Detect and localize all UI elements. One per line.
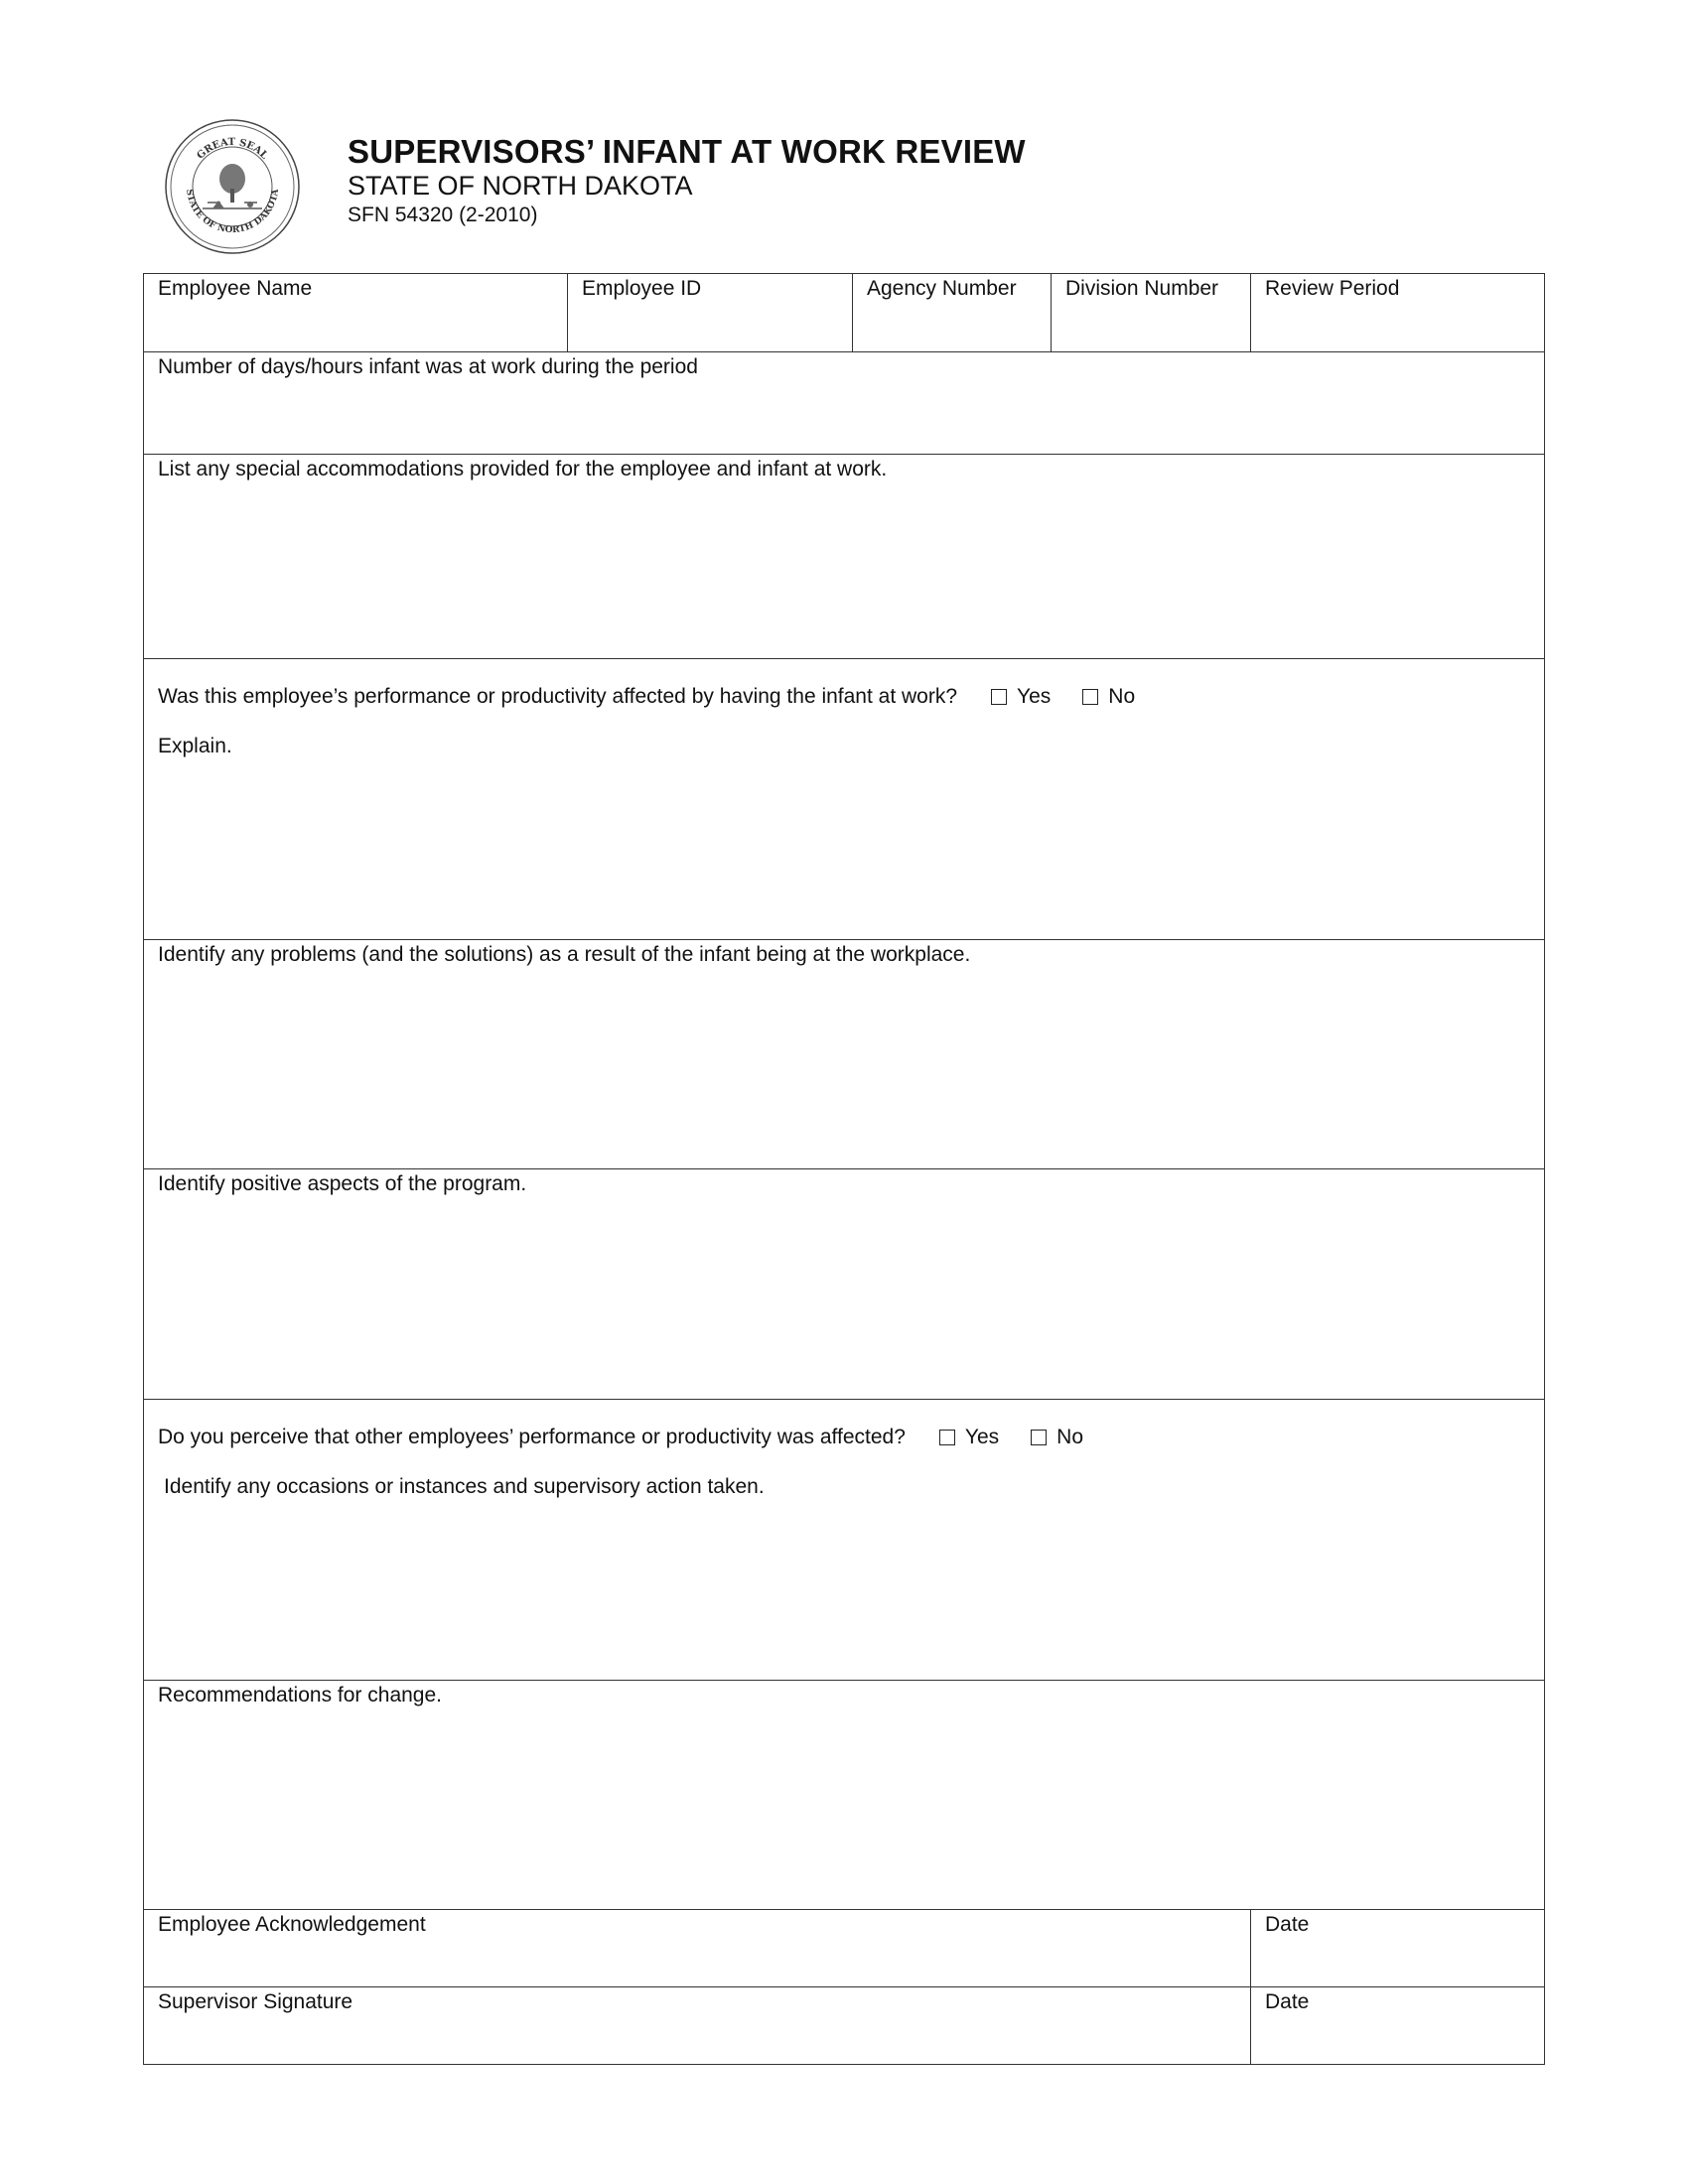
accommodations-label: List any special accommodations provided for the employee and infant at work. [158, 458, 888, 480]
employee-name-field[interactable] [144, 274, 567, 351]
agency-number-field[interactable] [852, 274, 1051, 351]
supervisor-signature-field[interactable] [144, 1987, 1250, 2064]
others-question: Do you perceive that other employees’ performance or productivity was affected? [158, 1426, 906, 1448]
employee-id-field[interactable] [567, 274, 852, 351]
state-seal-logo [163, 117, 302, 256]
form-subtitle: STATE OF NORTH DAKOTA [348, 171, 693, 201]
supervisor-signature-label: Supervisor Signature [158, 1990, 353, 2013]
no-label: No [1056, 1426, 1084, 1448]
employee-date-field[interactable] [1250, 1910, 1544, 1986]
supervisor-date-label: Date [1265, 1990, 1310, 2013]
review-period-label: Review Period [1265, 277, 1400, 300]
employee-acknowledgement-field[interactable] [144, 1910, 1250, 1986]
others-no-checkbox[interactable] [1031, 1426, 1083, 1449]
others-performance-section[interactable] [144, 1400, 1544, 1680]
checkbox-icon [991, 689, 1007, 705]
svg-text:STATE OF NORTH DAKOTA: STATE OF NORTH DAKOTA [183, 188, 282, 236]
occasions-label: Identify any occasions or instances and supervisory action taken. [164, 1475, 765, 1498]
svg-text:GREAT SEAL: GREAT SEAL [195, 136, 270, 162]
explain-label: Explain. [158, 735, 232, 757]
supervisor-date-field[interactable] [1250, 1987, 1544, 2064]
employee-name-label: Employee Name [158, 277, 313, 300]
review-period-field[interactable] [1250, 274, 1544, 351]
division-number-label: Division Number [1065, 277, 1219, 300]
accommodations-field[interactable] [144, 455, 1544, 658]
employee-date-label: Date [1265, 1913, 1310, 1936]
employee-acknowledgement-label: Employee Acknowledgement [158, 1913, 426, 1936]
recommendations-label: Recommendations for change. [158, 1684, 442, 1706]
performance-question: Was this employee’s performance or productivity affected by having the infant at work? [158, 685, 958, 708]
checkbox-icon [1082, 689, 1098, 705]
review-form [143, 273, 1545, 2065]
performance-section[interactable] [144, 659, 1544, 939]
no-label: No [1108, 685, 1136, 708]
positive-aspects-field[interactable] [144, 1169, 1544, 1399]
performance-yes-checkbox[interactable] [991, 685, 1051, 709]
yes-label: Yes [1017, 685, 1052, 708]
days-hours-field[interactable] [144, 352, 1544, 454]
form-title: SUPERVISORS’ INFANT AT WORK REVIEW [348, 133, 1026, 170]
checkbox-icon [939, 1430, 955, 1445]
yes-label: Yes [964, 1426, 1000, 1448]
positive-aspects-label: Identify positive aspects of the program. [158, 1172, 527, 1195]
division-number-field[interactable] [1051, 274, 1250, 351]
employee-id-label: Employee ID [582, 277, 702, 300]
problems-field[interactable] [144, 940, 1544, 1168]
others-yes-checkbox[interactable] [939, 1426, 999, 1449]
recommendations-field[interactable] [144, 1681, 1544, 1909]
days-hours-label: Number of days/hours infant was at work during the period [158, 355, 698, 378]
agency-number-label: Agency Number [867, 277, 1017, 300]
performance-no-checkbox[interactable] [1082, 685, 1135, 709]
form-number: SFN 54320 (2-2010) [348, 204, 538, 226]
problems-label: Identify any problems (and the solutions) as a result of the infant being at the workplace. [158, 943, 971, 966]
checkbox-icon [1031, 1430, 1047, 1445]
